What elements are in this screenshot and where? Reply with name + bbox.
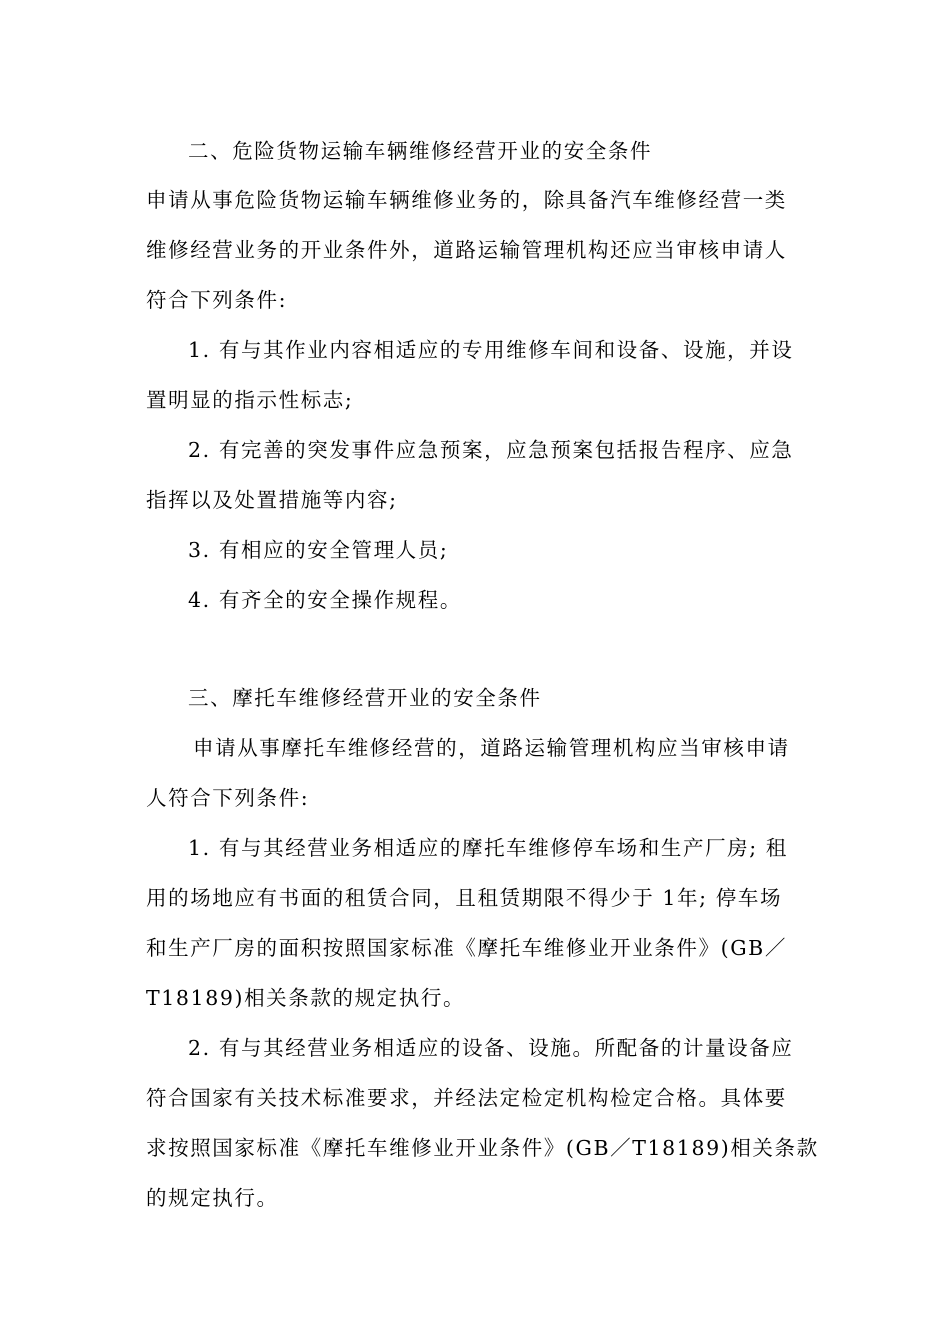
section-2-item-2-line-2: 指挥以及处置措施等内容; xyxy=(146,488,398,512)
section-2-item-4: 4. 有齐全的安全操作规程。 xyxy=(188,588,462,612)
section-3-item-1-line-3: 和生产厂房的面积按照国家标准《摩托车维修业开业条件》(GB／ xyxy=(146,936,787,960)
section-3-item-1-line-1: 1. 有与其经营业务相适应的摩托车维修停车场和生产厂房; 租 xyxy=(188,836,788,860)
section-3-item-2-line-4: 的规定执行。 xyxy=(146,1186,279,1210)
section-3-item-1-line-4: T18189)相关条款的规定执行。 xyxy=(146,986,466,1010)
section-3-intro-line-2: 人符合下列条件: xyxy=(146,786,310,810)
section-3-item-2-line-3: 求按照国家标准《摩托车维修业开业条件》(GB／T18189)相关条款 xyxy=(146,1136,819,1160)
section-3-heading: 三、摩托车维修经营开业的安全条件 xyxy=(188,686,542,710)
section-2-item-3: 3. 有相应的安全管理人员; xyxy=(188,538,449,562)
section-2-heading: 二、危险货物运输车辆维修经营开业的安全条件 xyxy=(188,139,653,163)
section-3-item-2-line-2: 符合国家有关技术标准要求，并经法定检定机构检定合格。具体要 xyxy=(146,1086,787,1110)
section-2-intro-line-1: 申请从事危险货物运输车辆维修业务的，除具备汽车维修经营一类 xyxy=(146,188,787,212)
section-3-item-2-line-1: 2. 有与其经营业务相适应的设备、设施。所配备的计量设备应 xyxy=(188,1036,794,1060)
section-3-intro-line-1: 申请从事摩托车维修经营的，道路运输管理机构应当审核申请 xyxy=(193,736,790,760)
section-2-item-2-line-1: 2. 有完善的突发事件应急预案，应急预案包括报告程序、应急 xyxy=(188,438,794,462)
section-2-item-1-line-2: 置明显的指示性标志; xyxy=(146,388,354,412)
section-2-intro-line-2: 维修经营业务的开业条件外，道路运输管理机构还应当审核申请人 xyxy=(146,238,787,262)
section-3-item-1-line-2: 用的场地应有书面的租赁合同，且租赁期限不得少于 1年; 停车场 xyxy=(146,886,783,910)
section-2-item-1-line-1: 1. 有与其作业内容相适应的专用维修车间和设备、设施，并设 xyxy=(188,338,794,362)
section-2-intro-line-3: 符合下列条件: xyxy=(146,288,288,312)
